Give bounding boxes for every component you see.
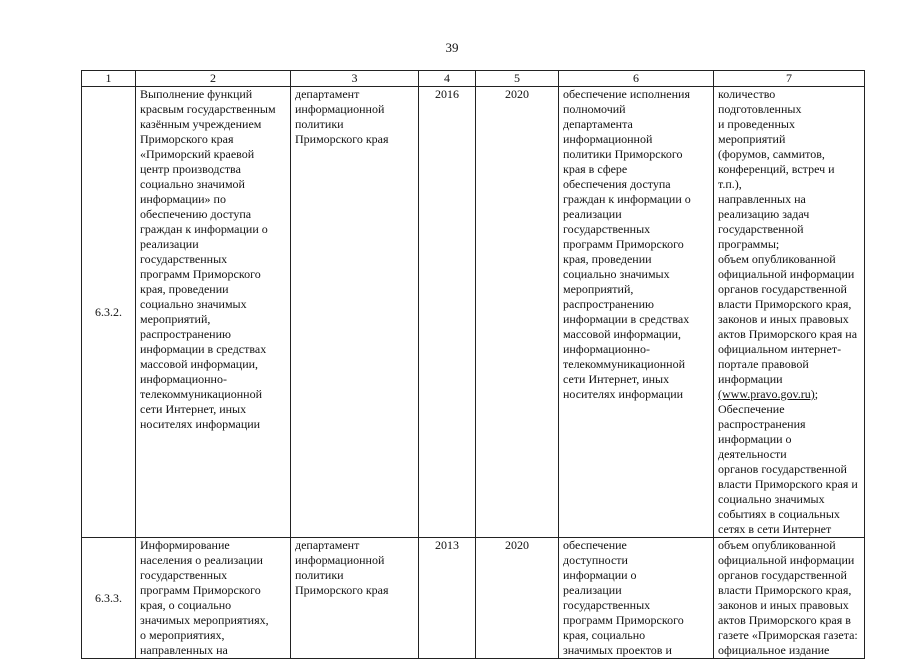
program-activities-table (81, 70, 865, 659)
activity-name-cell (136, 87, 291, 538)
indicator-text-2: ; Обеспечение распространения информации о деятельности органов государственной власти Приморского края и социально значимых событиях в социальных сетях в сети Интернет (718, 387, 858, 536)
expected-result: обеспечение доступности информации о реализации государственных программ Приморского края, социально значимых проектов и (563, 538, 684, 657)
executor: департамент информационной политики Приморского края (295, 87, 389, 146)
table-row (82, 538, 865, 659)
executor: департамент информационной политики Приморского края (295, 538, 389, 597)
indicator-text-1: количество подготовленных и проведенных мероприятий (форумов, саммитов, конференций, встреч и т.п.), направленных на реализацию задач государственной программы; объем опубликованной официальной информации органов государственной власти Приморского края, законов и иных правовых актов Приморского края на официальном интернет- портале правовой информации (718, 87, 858, 386)
start-year: 2013 (419, 538, 476, 659)
expected-result: обеспечение исполнения полномочий департамента информационной политики Приморского края в сфере обеспечения доступа граждан к информации о реализации государственных программ Приморского края, проведении социально значимых мероприятий, распространению информации в средствах массовой информации, информационно- телекоммуникационной сети Интернет, иных носителях информации (563, 87, 691, 401)
header-col-4: 4 (419, 71, 476, 87)
executor-cell (291, 538, 419, 659)
executor-cell (291, 87, 419, 538)
table-row (82, 87, 865, 538)
start-year: 2016 (419, 87, 476, 538)
item-number: 6.3.2. (82, 87, 136, 538)
activity-name: Выполнение функций красвым государственным казённым учреждением Приморского края «Приморский краевой центр производства социально значимой информации» по обеспечению доступа граждан к информации о реализации государственных программ Приморского края, проведении социально значимых мероприятий, распространению информации в средствах массовой информации, информационно- телекоммуникационной сети Интернет, иных носителях информации (140, 87, 276, 431)
page-number: 39 (445, 40, 459, 55)
header-col-5: 5 (476, 71, 559, 87)
end-year: 2020 (476, 87, 559, 538)
indicator-cell (714, 538, 865, 659)
header-col-7: 7 (714, 71, 865, 87)
header-col-2: 2 (136, 71, 291, 87)
end-year: 2020 (476, 538, 559, 659)
header-col-6: 6 (559, 71, 714, 87)
header-col-3: 3 (291, 71, 419, 87)
expected-result-cell (559, 87, 714, 538)
activity-name-cell (136, 538, 291, 659)
expected-result-cell (559, 538, 714, 659)
header-row (82, 71, 865, 87)
header-col-1: 1 (82, 71, 136, 87)
indicator (718, 87, 860, 537)
pravo-gov-link[interactable]: (www.pravo.gov.ru) (718, 387, 815, 401)
activity-name: Информирование населения о реализации государственных программ Приморского края, о социально значимых мероприятиях, о мероприятиях, направленных на (140, 538, 269, 657)
indicator-cell (714, 87, 865, 538)
item-number: 6.3.3. (82, 538, 136, 659)
indicator: объем опубликованной официальной информации органов государственной власти Приморского края, законов и иных правовых актов Приморского края в газете «Приморская газета: официальное издание (718, 538, 858, 657)
